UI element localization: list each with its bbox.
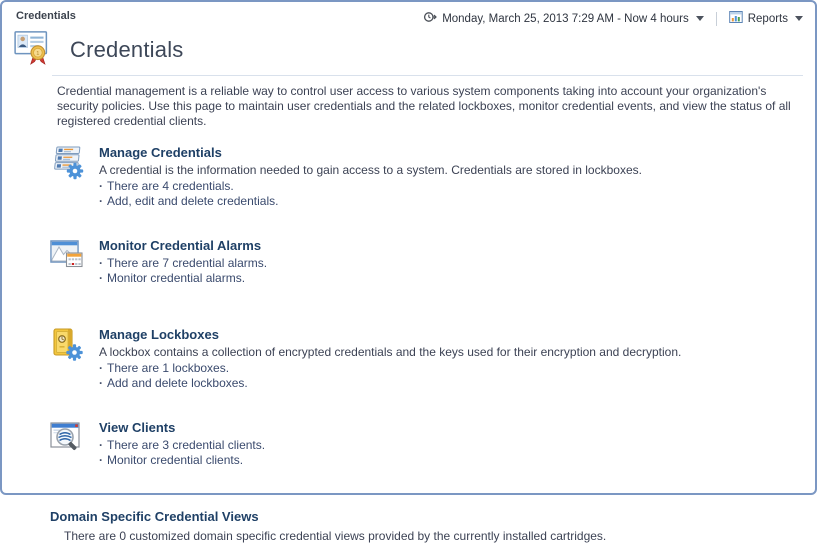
topbar-controls (423, 10, 803, 27)
svg-text:1: 1 (36, 51, 40, 58)
section-title-link[interactable]: View Clients (99, 420, 176, 435)
title-row (14, 29, 815, 70)
bullet-line (99, 376, 815, 390)
bullet-icon: · (99, 453, 103, 467)
title-divider (52, 75, 803, 76)
page-title: Credentials (70, 36, 184, 62)
bullet-line (99, 179, 815, 193)
time-range-selector[interactable] (423, 10, 704, 27)
bullet-line (99, 194, 815, 208)
credentials-count-link[interactable]: There are 4 credentials. (107, 179, 234, 193)
manage-credentials-icon (50, 146, 86, 187)
alarms-count-link[interactable]: There are 7 credential alarms. (107, 256, 268, 270)
section-view-clients (50, 420, 815, 467)
top-bar (2, 2, 815, 27)
credential-alarms-icon (50, 239, 86, 280)
domain-views-text: There are 0 customized domain specific credential views provided by the currently installed cartridges. (64, 529, 607, 543)
section-description: A credential is the information needed to gain access to a system. Credentials are stored in lockboxes. (99, 163, 642, 177)
intro-text: Credential management is a reliable way to control user access to various system components taking into account your organization's security policies. Use this page to maintain user credentials and the related lockboxes, monitor credential events, and view the status of all registered credential clients. (57, 84, 791, 128)
reports-label: Reports (747, 12, 788, 25)
lockboxes-count-link[interactable]: There are 1 lockboxes. (107, 361, 230, 375)
time-range-caret-icon (696, 16, 704, 21)
bullet-icon: · (99, 256, 103, 270)
bullet-icon: · (99, 179, 103, 193)
lockbox-icon (50, 328, 86, 369)
view-clients-icon (50, 421, 86, 462)
domain-views-title: Domain Specific Credential Views (50, 509, 259, 524)
bullet-icon: · (99, 376, 103, 390)
topbar-separator (716, 12, 717, 26)
breadcrumb: Credentials (16, 10, 76, 22)
bullet-icon: · (99, 438, 103, 452)
monitor-clients-link[interactable]: Monitor credential clients. (107, 453, 244, 467)
section-credential-alarms (50, 238, 815, 285)
section-title-link[interactable]: Manage Lockboxes (99, 327, 219, 342)
bullet-line (99, 438, 815, 452)
edit-lockboxes-link[interactable]: Add and delete lockboxes. (107, 376, 248, 390)
section-title-link[interactable]: Manage Credentials (99, 145, 222, 160)
reports-menu[interactable] (729, 10, 803, 27)
section-domain-views (50, 509, 815, 543)
reports-caret-icon (795, 16, 803, 21)
bullet-line (99, 361, 815, 375)
bullet-icon: · (99, 271, 103, 285)
time-range-label: Monday, March 25, 2013 7:29 AM - Now 4 hours (442, 12, 689, 25)
bullet-icon: · (99, 361, 103, 375)
edit-credentials-link[interactable]: Add, edit and delete credentials. (107, 194, 279, 208)
section-title-link[interactable]: Monitor Credential Alarms (99, 238, 262, 253)
page-badge-icon (14, 29, 56, 70)
bullet-icon: · (99, 194, 103, 208)
clients-count-link[interactable]: There are 3 credential clients. (107, 438, 266, 452)
reports-icon (729, 10, 743, 27)
sections-list (50, 145, 815, 467)
bullet-line (99, 256, 815, 270)
monitor-alarms-link[interactable]: Monitor credential alarms. (107, 271, 246, 285)
section-manage-credentials (50, 145, 815, 208)
bullet-line (99, 453, 815, 467)
time-range-icon (423, 10, 437, 27)
section-manage-lockboxes (50, 327, 815, 390)
section-description: A lockbox contains a collection of encrypted credentials and the keys used for their encryption and decryption. (99, 345, 682, 359)
bullet-line (99, 271, 815, 285)
